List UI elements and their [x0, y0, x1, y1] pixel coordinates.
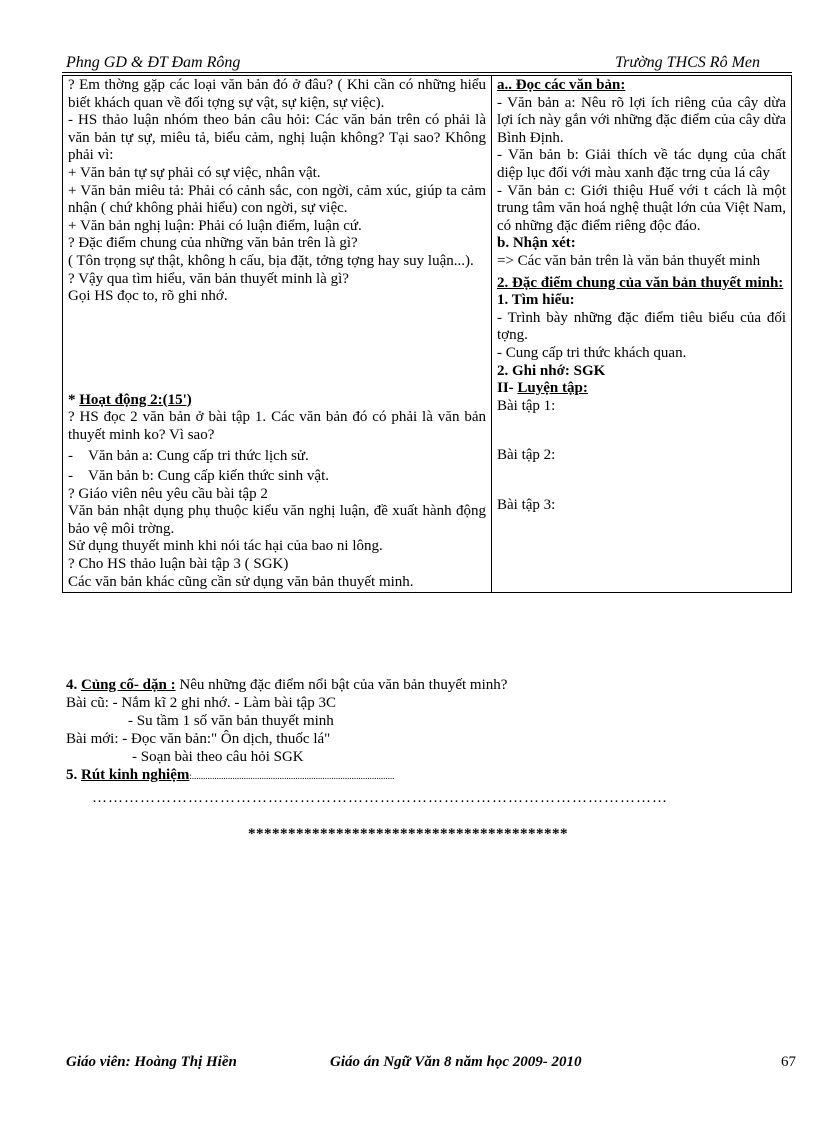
- new-lesson-line: - Soạn bài theo câu hỏi SGK: [132, 749, 304, 765]
- old-lesson-line: - Su tầm 1 số văn bản thuyết minh: [128, 713, 334, 729]
- left-paragraph: ? Đặc điểm chung của những văn bản trên là gì?: [68, 235, 358, 252]
- left-paragraph: Gọi HS đọc to, rõ ghi nhớ.: [68, 288, 228, 305]
- left-paragraph: ( Tôn trọng sự thật, không h cấu, bịa đặt, tởng tợng hay suy luận...).: [68, 252, 474, 269]
- new-lesson-line: Bài mới: - Đọc văn bản:" Ôn dịch, thuốc lá": [66, 731, 331, 747]
- consolidation-question: Nêu những đặc điểm nổi bật của văn bản thuyết minh?: [175, 677, 508, 693]
- spacer: [497, 415, 786, 447]
- bullet-text: Văn bản b: Cung cấp kiến thức sinh vật.: [88, 468, 329, 485]
- section-heading: a.. Đọc các văn bản:: [497, 77, 626, 93]
- header-school-name: Trường THCS Rô Men: [615, 54, 760, 71]
- consolidation-number: 4.: [66, 677, 81, 693]
- left-paragraph: + Văn bản tự sự phải có sự việc, nhân vật.: [68, 164, 321, 181]
- experience-number: 5.: [66, 767, 81, 783]
- section-heading: 2. Ghi nhớ: SGK: [497, 362, 606, 379]
- exercise-label: Bài tập 3:: [497, 496, 556, 513]
- old-lesson-line: Bài cũ: - Nắm kĩ 2 ghi nhớ. - Làm bài tập 3C: [66, 695, 336, 711]
- spacer: [497, 465, 786, 497]
- header-school-office: Phng GD & ĐT Đam Rông: [66, 54, 241, 71]
- right-paragraph: - Văn bản a: Nêu rõ lợi ích riêng của cây dừa lợi ích này gắn với những đặc điểm của cây dừa Bình Định.: [497, 94, 786, 146]
- consolidation-section: [66, 676, 766, 807]
- bullet-text: Văn bản a: Cung cấp tri thức lịch sử.: [88, 447, 309, 464]
- page-number: 67: [781, 1054, 796, 1070]
- left-paragraph: - HS thảo luận nhóm theo bản câu hỏi: Các văn bản trên có phải là văn bản tự sự, miêu tả, biểu cảm, nghị luận không? Tại sao? Không phải vì:: [68, 112, 486, 164]
- header-divider: [62, 72, 792, 73]
- experience-dots-line: ………………………………………………………………………………………………: [92, 790, 668, 806]
- right-paragraph: - Văn bản c: Giới thiệu Huế với t cách là một trung tâm văn hoá nghệ thuật lớn của Việt Nam, có những đặc điểm riêng độc đáo.: [497, 182, 786, 234]
- consolidation-line: [66, 676, 766, 694]
- practice-title: Luyện tập:: [517, 380, 588, 397]
- section-heading: [497, 380, 786, 398]
- left-paragraph: ? Giáo viên nêu yêu cầu bài tập 2: [68, 485, 268, 502]
- activity-heading: [68, 392, 486, 410]
- activity-title: Hoạt động 2:(15'): [79, 391, 192, 408]
- left-paragraph: ? Em thờng gặp các loại văn bản đó ở đâu? ( Khi cần có những hiểu biết khách quan về đối tợng sự vật, sự kiện, sự việc).: [68, 77, 486, 111]
- right-paragraph: - Cung cấp tri thức khách quan.: [497, 344, 687, 361]
- separator-stars: ****************************************: [248, 826, 568, 842]
- bullet-item: [68, 448, 486, 466]
- right-paragraph: => Các văn bản trên là văn bản thuyết minh: [497, 252, 761, 269]
- experience-line: [66, 766, 766, 785]
- teacher-activity-column: [63, 76, 492, 593]
- content-column: [492, 76, 792, 593]
- left-paragraph: ? Vậy qua tìm hiểu, văn bản thuyết minh là gì?: [68, 270, 349, 287]
- left-paragraph: Văn bản nhật dụng phụ thuộc kiểu văn nghị luận, đề xuất hành động bảo vệ môi trờng.: [68, 503, 486, 537]
- left-paragraph: ? HS đọc 2 văn bản ở bài tập 1. Các văn bản đó có phải là văn bản thuyết minh ko? Vì sao?: [68, 409, 486, 443]
- left-paragraph: + Văn bản nghị luận: Phải có luận điểm, luận cứ.: [68, 217, 362, 234]
- lesson-table: [62, 75, 792, 593]
- right-paragraph: - Trình bày những đặc điểm tiêu biểu của đối tợng.: [497, 309, 786, 344]
- activity-prefix: *: [68, 391, 80, 408]
- experience-label: Rút kinh nghiệm: [81, 767, 190, 783]
- section-heading: b. Nhận xét:: [497, 235, 576, 252]
- section-heading: 1. Tìm hiểu:: [497, 292, 575, 309]
- footer-plan: Giáo án Ngữ Văn 8 năm học 2009- 2010: [330, 1054, 582, 1070]
- bullet-dash-icon: -: [68, 447, 73, 464]
- left-paragraph: + Văn bản miêu tả: Phải có cảnh sắc, con ngời, cảm xúc, giúp ta cảm nhận ( chứ không phải hiểu) con ngời, sự việc.: [68, 182, 486, 217]
- section-heading: 2. Đặc điểm chung của văn bản thuyết minh:: [497, 274, 784, 291]
- footer-teacher: Giáo viên: Hoàng Thị Hiền: [66, 1054, 237, 1070]
- exercise-label: Bài tập 2:: [497, 447, 556, 464]
- right-paragraph: - Văn bản b: Giải thích về tác dụng của chất diệp lục đối với màu xanh đặc trng của lá cây: [497, 147, 786, 181]
- left-paragraph: Các văn bản khác cũng cần sử dụng văn bản thuyết minh.: [68, 573, 414, 590]
- bullet-dash-icon: -: [68, 468, 73, 485]
- consolidation-label: Củng cố- dặn :: [81, 677, 176, 693]
- bullet-item: [68, 468, 486, 486]
- left-paragraph: ? Cho HS thảo luận bài tập 3 ( SGK): [68, 556, 289, 573]
- spacer: [68, 306, 486, 392]
- practice-prefix: II-: [497, 380, 518, 397]
- exercise-label: Bài tập 1:: [497, 397, 556, 414]
- experience-dots: :..........................................................................................: [189, 771, 395, 781]
- left-paragraph: Sử dụng thuyết minh khi nói tác hại của bao ni lông.: [68, 538, 383, 555]
